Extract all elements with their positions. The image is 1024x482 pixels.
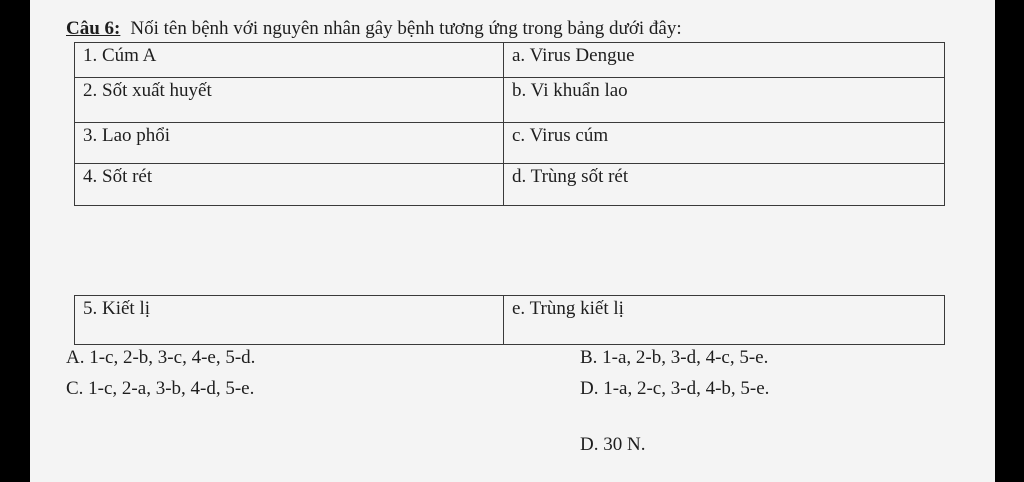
question-heading xyxy=(66,18,682,40)
answer-option-c[interactable]: C. 1-c, 2-a, 3-b, 4-d, 5-e. xyxy=(66,378,255,399)
cause-cell: d. Trùng sốt rét xyxy=(504,164,945,206)
question-text: Nối tên bệnh với nguyên nhân gây bệnh tương ứng trong bảng dưới đây: xyxy=(130,18,682,39)
answer-option-d[interactable]: D. 1-a, 2-c, 3-d, 4-b, 5-e. xyxy=(580,378,770,399)
answer-option-extra[interactable]: D. 30 N. xyxy=(580,434,646,455)
disease-cell: 1. Cúm A xyxy=(75,43,504,78)
disease-cell: 3. Lao phổi xyxy=(75,123,504,164)
document-page xyxy=(30,0,995,482)
table-row xyxy=(75,43,945,78)
table-row xyxy=(75,164,945,206)
table-row xyxy=(75,123,945,164)
table-row xyxy=(75,78,945,123)
cause-cell: a. Virus Dengue xyxy=(504,43,945,78)
answer-option-a[interactable]: A. 1-c, 2-b, 3-c, 4-e, 5-d. xyxy=(66,347,256,368)
matching-table-extra xyxy=(74,295,945,345)
answer-option-b[interactable]: B. 1-a, 2-b, 3-d, 4-c, 5-e. xyxy=(580,347,769,368)
disease-cell: 2. Sốt xuất huyết xyxy=(75,78,504,123)
disease-cell: 4. Sốt rét xyxy=(75,164,504,206)
disease-cell: 5. Kiết lị xyxy=(75,296,504,345)
cause-cell: c. Virus cúm xyxy=(504,123,945,164)
cause-cell: e. Trùng kiết lị xyxy=(504,296,945,345)
question-number: Câu 6: xyxy=(66,18,121,39)
table-row xyxy=(75,296,945,345)
cause-cell: b. Vi khuẩn lao xyxy=(504,78,945,123)
matching-table xyxy=(74,42,945,206)
